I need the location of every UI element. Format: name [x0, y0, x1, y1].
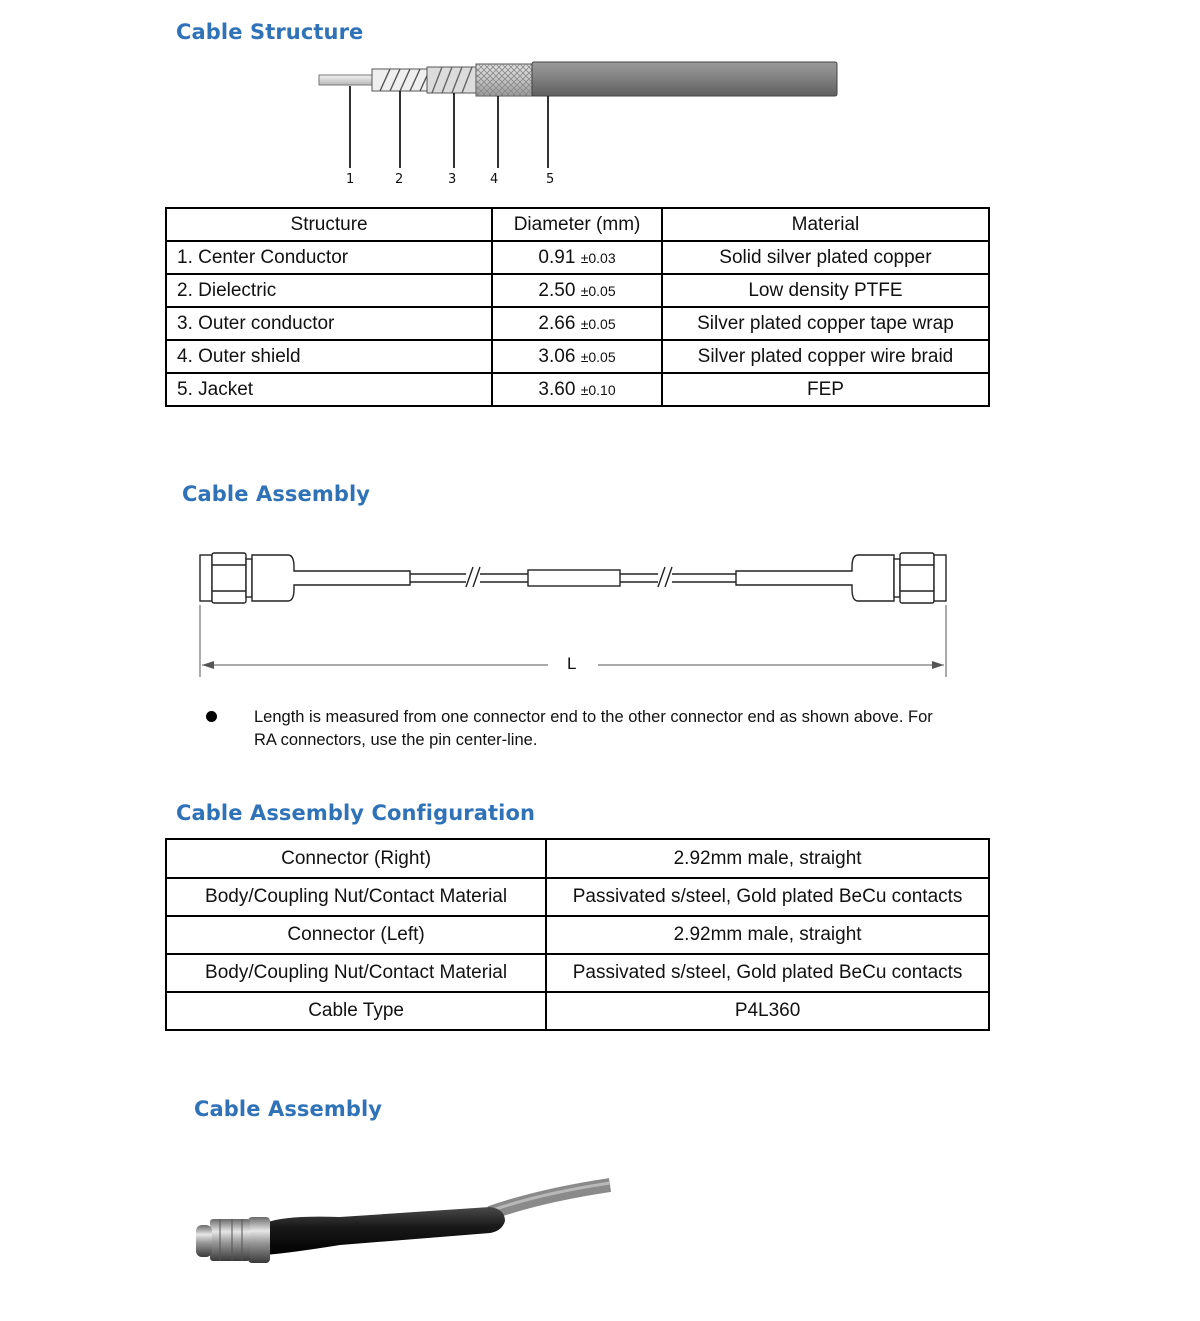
- diameter-value: 3.60: [538, 378, 576, 400]
- material-cell: FEP: [662, 373, 989, 406]
- config-label: Connector (Left): [166, 916, 546, 954]
- header-structure: Structure: [166, 208, 492, 241]
- structure-name: 2. Dielectric: [166, 274, 492, 307]
- layer-number-4: 4: [490, 172, 499, 187]
- table-row: [166, 992, 989, 1030]
- cable-structure-table: [165, 207, 990, 407]
- layer-number-5: 5: [546, 172, 555, 187]
- diameter-value: 2.66: [538, 312, 576, 334]
- layer-number-3: 3: [448, 172, 457, 187]
- cable-structure-heading: Cable Structure: [176, 20, 364, 44]
- diameter-cell: [492, 307, 662, 340]
- cable-assembly-heading: Cable Assembly: [182, 482, 371, 506]
- cable-assembly-photo: [190, 1175, 630, 1285]
- jacket: [532, 62, 837, 96]
- tolerance-value: ±0.05: [580, 315, 616, 332]
- structure-name: 3. Outer conductor: [166, 307, 492, 340]
- header-material: Material: [662, 208, 989, 241]
- config-value: Passivated s/steel, Gold plated BeCu contacts: [546, 878, 989, 916]
- layer-number-2: 2: [395, 172, 404, 187]
- bullet-dot: [206, 711, 217, 722]
- tolerance-value: ±0.05: [580, 348, 616, 365]
- structure-name: 1. Center Conductor: [166, 241, 492, 274]
- tolerance-value: ±0.03: [580, 249, 616, 266]
- config-label: Body/Coupling Nut/Contact Material: [166, 878, 546, 916]
- cable-photo-heading: Cable Assembly: [194, 1097, 383, 1121]
- table-row: [166, 916, 989, 954]
- diameter-value: 3.06: [538, 345, 576, 367]
- material-cell: Silver plated copper wire braid: [662, 340, 989, 373]
- length-label: L: [567, 654, 577, 673]
- configuration-heading: Cable Assembly Configuration: [176, 801, 536, 825]
- config-value: 2.92mm male, straight: [546, 839, 989, 878]
- table-row: [166, 340, 989, 373]
- configuration-table: [165, 838, 990, 1031]
- header-diameter: Diameter (mm): [492, 208, 662, 241]
- cable-structure-diagram: [310, 58, 850, 188]
- diameter-cell: [492, 373, 662, 406]
- diameter-cell: [492, 340, 662, 373]
- layer-number-1: 1: [346, 172, 355, 187]
- config-label: Cable Type: [166, 992, 546, 1030]
- table-header-row: [166, 208, 989, 241]
- config-label: Body/Coupling Nut/Contact Material: [166, 954, 546, 992]
- length-note: Length is measured from one connector end to the other connector end as shown above. For RA connectors, use the pin center-line.: [254, 708, 933, 749]
- tolerance-value: ±0.05: [580, 282, 616, 299]
- diameter-cell: [492, 274, 662, 307]
- tolerance-value: ±0.10: [580, 381, 616, 398]
- config-value: Passivated s/steel, Gold plated BeCu contacts: [546, 954, 989, 992]
- structure-name: 5. Jacket: [166, 373, 492, 406]
- table-row: [166, 839, 989, 878]
- table-row: [166, 954, 989, 992]
- config-value: P4L360: [546, 992, 989, 1030]
- config-label: Connector (Right): [166, 839, 546, 878]
- diameter-value: 2.50: [538, 279, 576, 301]
- material-cell: Low density PTFE: [662, 274, 989, 307]
- outer-conductor: [427, 67, 477, 93]
- structure-name: 4. Outer shield: [166, 340, 492, 373]
- diameter-value: 0.91: [538, 246, 576, 268]
- table-row: [166, 373, 989, 406]
- table-row: [166, 274, 989, 307]
- material-cell: Silver plated copper tape wrap: [662, 307, 989, 340]
- material-cell: Solid silver plated copper: [662, 241, 989, 274]
- table-row: [166, 241, 989, 274]
- center-conductor: [319, 75, 379, 85]
- table-row: [166, 307, 989, 340]
- diameter-cell: [492, 241, 662, 274]
- table-row: [166, 878, 989, 916]
- config-value: 2.92mm male, straight: [546, 916, 989, 954]
